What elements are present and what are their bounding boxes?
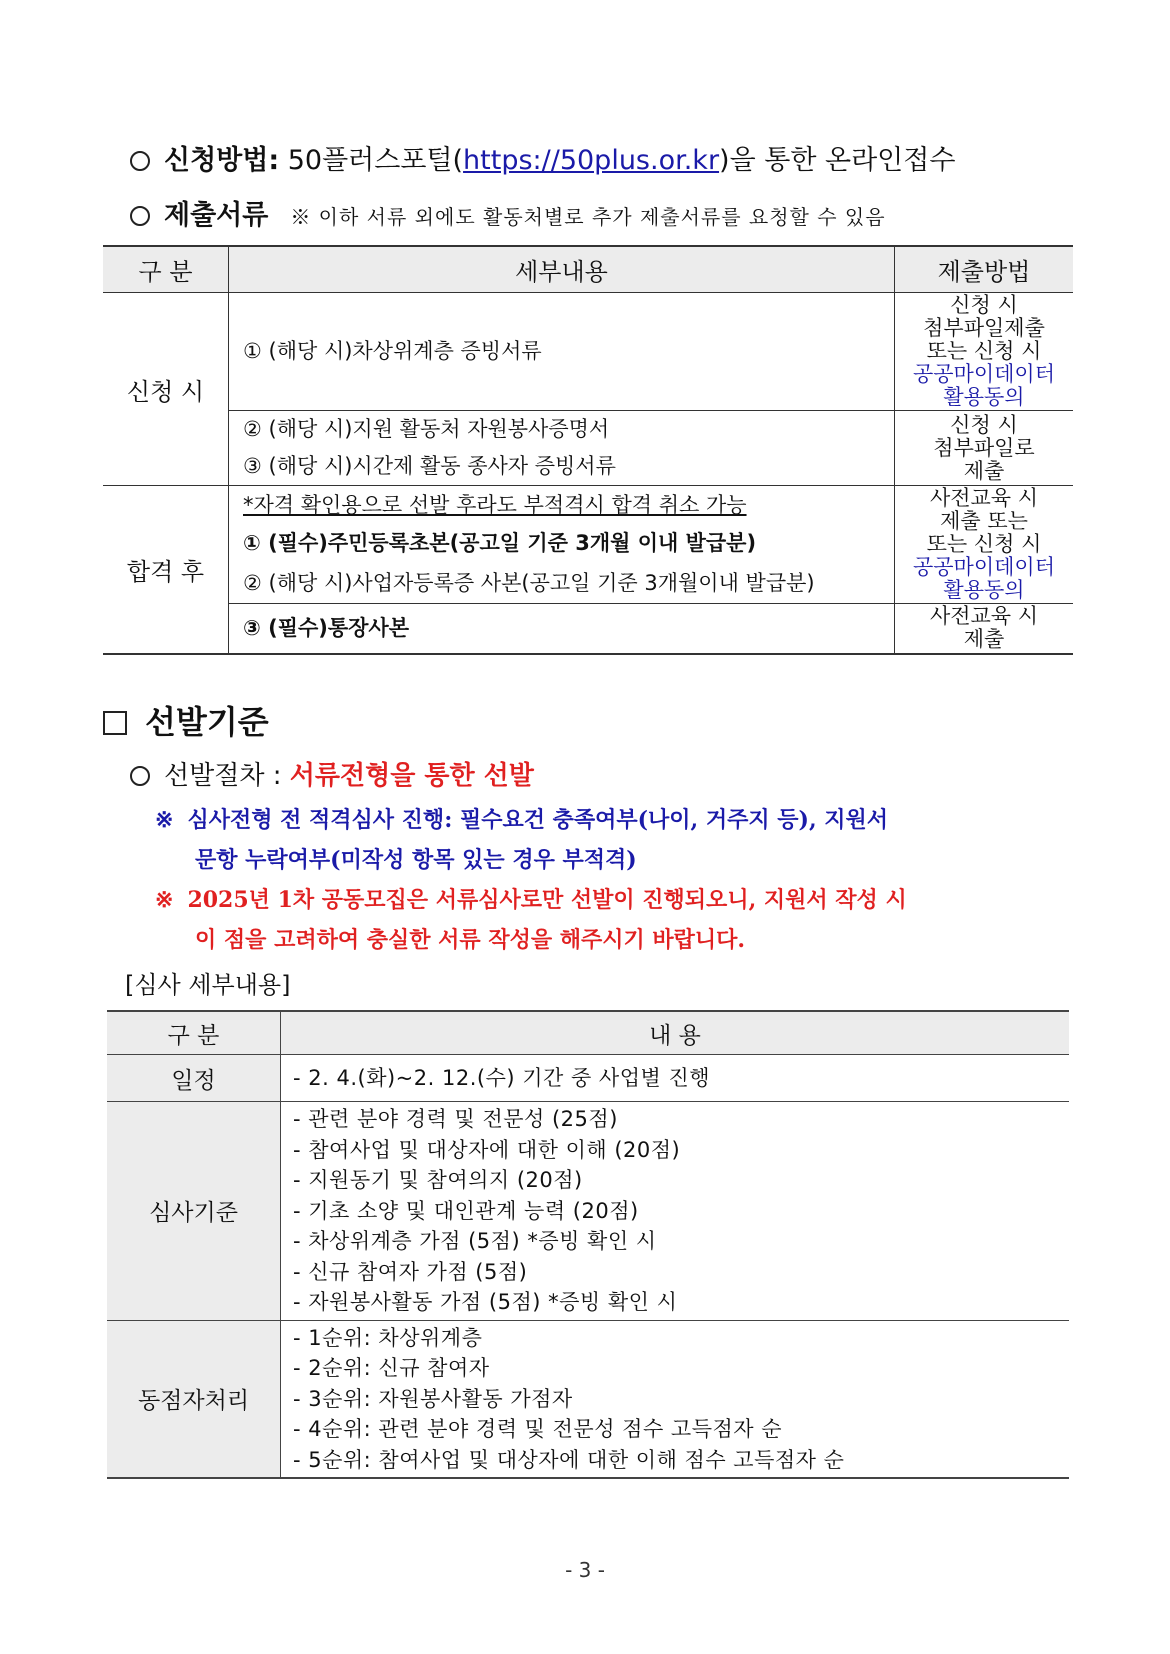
detail-cell: *자격 확인용으로 선발 후라도 부적격시 합격 취소 가능 ① (필수)주민등록초본(공고일 기준 3개월 이내 발급분) ② (해당 시)사업자등록증 사본(공고일 기준 3개월이내 발급분)	[229, 486, 895, 604]
detail-cell: ② (해당 시)지원 활동처 자원봉사증명서 ③ (해당 시)시간제 활동 종사자 증빙서류	[229, 411, 895, 486]
header-category: 구 분	[107, 1011, 281, 1055]
portal-link[interactable]: https://50plus.or.kr	[463, 145, 720, 176]
table-row	[107, 1320, 1069, 1478]
method-cell: 사전교육 시 제출 또는 또는 신청 시 공공마이데이터 활용동의	[895, 486, 1074, 604]
table-header-row	[103, 246, 1073, 293]
table-row	[107, 1055, 1069, 1102]
method-cell: 신청 시 첨부파일제출 또는 신청 시 공공마이데이터 활용동의	[895, 293, 1074, 411]
table-row	[103, 604, 1073, 654]
content-cell: - 관련 분야 경력 및 전문성 (25점) - 참여사업 및 대상자에 대한 이해 (20점) - 지원동기 및 참여의지 (20점) - 기초 소양 및 대인관계 능력 (20점) - 차상위계층 가점 (5점) *증빙 확인 시 - 신규 참여자 가점 (5점) - 자원봉사활동 가점 (5점) *증빙 확인 시	[281, 1102, 1070, 1321]
header-detail: 세부내용	[229, 246, 895, 293]
header-content: 내 용	[281, 1011, 1070, 1055]
page-number: - 3 -	[565, 1558, 605, 1582]
square-bullet-icon	[103, 711, 127, 735]
method-cell: 신청 시 첨부파일로 제출	[895, 411, 1074, 486]
table-row	[103, 486, 1073, 604]
selection-procedure: 선발절차 : 서류전형을 통한 선발	[130, 755, 534, 792]
header-method: 제출방법	[895, 246, 1074, 293]
content-cell: - 1순위: 차상위계층 - 2순위: 신규 참여자 - 3순위: 자원봉사활동 가점자 - 4순위: 관련 분야 경력 및 전문성 점수 고득점자 순 - 5순위: 참여사업 및 대상자에 대한 이해 점수 고득점자 순	[281, 1320, 1070, 1478]
eligibility-note: ※ 심사전형 전 적격심사 진행: 필수요건 충족여부(나이, 거주지 등), 지원서 문항 누락여부(미작성 항목 있는 경우 부적격)	[155, 807, 889, 873]
documents-heading: 제출서류 ※ 이하 서류 외에도 활동처별로 추가 제출서류를 요청할 수 있음	[130, 193, 886, 232]
category-cell: 심사기준	[107, 1102, 281, 1321]
category-cell: 합격 후	[103, 486, 229, 654]
method-cell: 사전교육 시 제출	[895, 604, 1074, 654]
header-category: 구 분	[103, 246, 229, 293]
table-row	[107, 1102, 1069, 1321]
content-cell: - 2. 4.(화)~2. 12.(수) 기간 중 사업별 진행	[281, 1055, 1070, 1102]
document-screening-note: ※ 2025년 1차 공동모집은 서류심사로만 선발이 진행되오니, 지원서 작성 시 이 점을 고려하여 충실한 서류 작성을 해주시기 바랍니다.	[155, 887, 907, 953]
circle-bullet-icon	[130, 151, 150, 171]
detail-cell: ① (해당 시)차상위계층 증빙서류	[229, 293, 895, 411]
circle-bullet-icon	[130, 766, 150, 786]
review-details-title: [심사 세부내용]	[125, 971, 291, 999]
category-cell: 일정	[107, 1055, 281, 1102]
application-method: 신청방법: 50플러스포털(https://50plus.or.kr)을 통한 온라인접수	[130, 138, 955, 177]
category-cell: 신청 시	[103, 293, 229, 486]
table-row	[103, 411, 1073, 486]
section-title-selection: 선발기준	[103, 697, 269, 743]
review-table	[107, 1010, 1069, 1479]
table-row	[103, 293, 1073, 411]
documents-note: ※ 이하 서류 외에도 활동처별로 추가 제출서류를 요청할 수 있음	[290, 205, 886, 229]
documents-table	[103, 245, 1073, 655]
table-header-row	[107, 1011, 1069, 1055]
circle-bullet-icon	[130, 206, 150, 226]
detail-cell: ③ (필수)통장사본	[229, 604, 895, 654]
category-cell: 동점자처리	[107, 1320, 281, 1478]
